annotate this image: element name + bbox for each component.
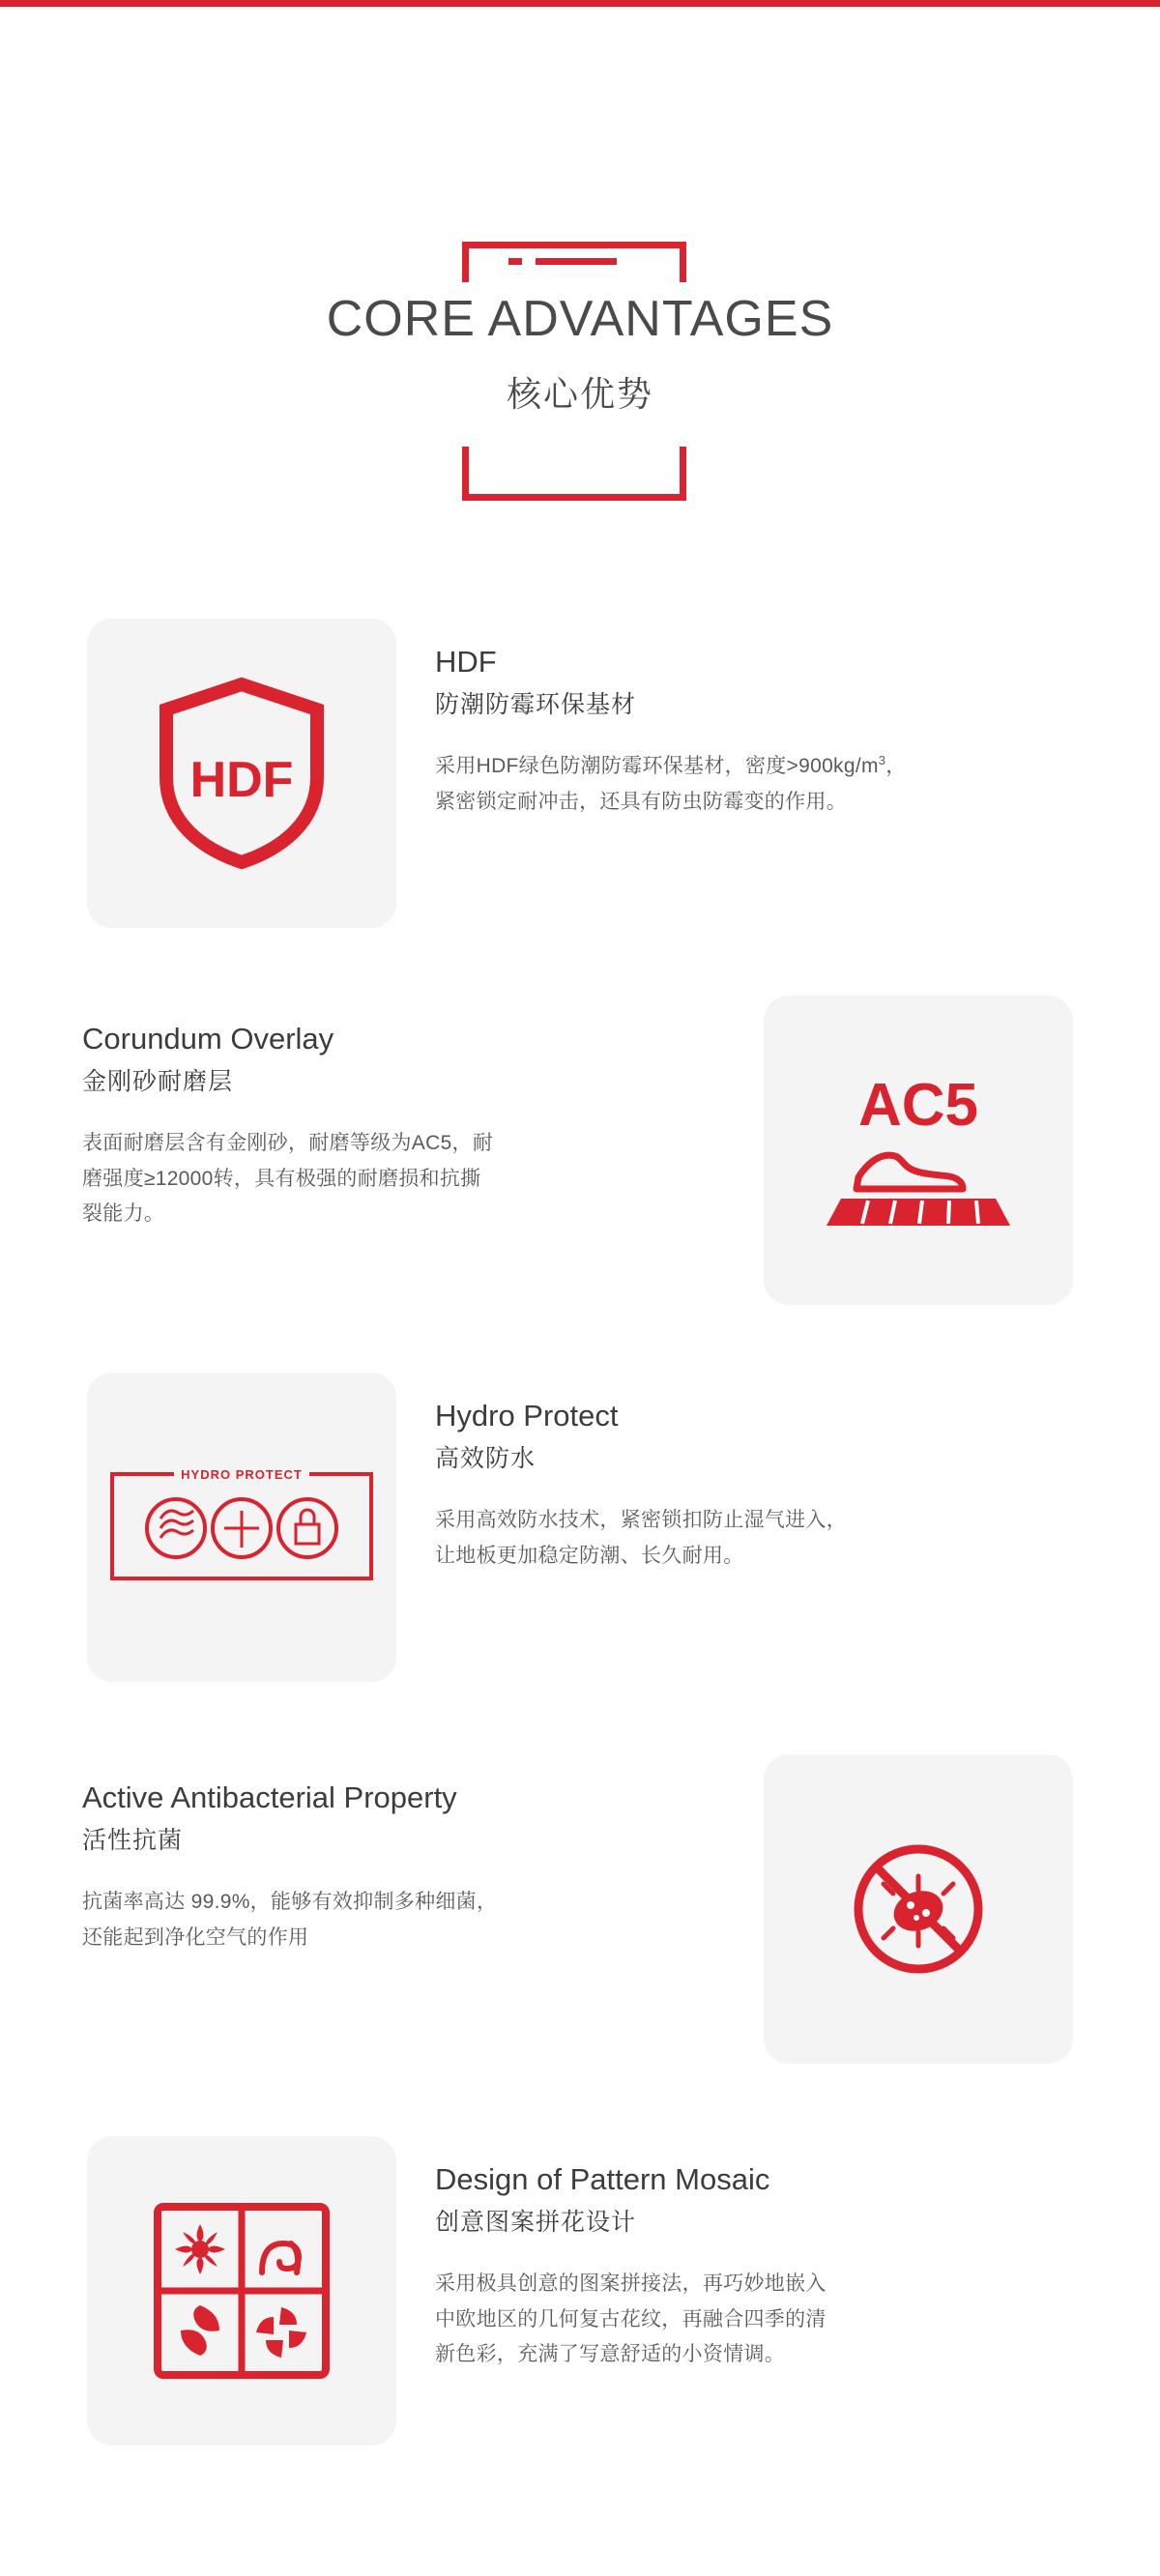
feature-icon-panel	[764, 996, 1073, 1305]
desc-superscript: 3	[878, 752, 886, 767]
desc-line-3: 裂能力。	[82, 1202, 165, 1226]
feature-text	[435, 2161, 976, 2373]
desc-line-1-tail: ，	[885, 754, 907, 777]
frame-bottom-bracket	[462, 447, 686, 501]
feature-text	[82, 1780, 624, 1955]
page-header	[0, 213, 1160, 522]
feature-description	[435, 2267, 976, 2373]
desc-line-2: 还能起到净化空气的作用	[82, 1925, 309, 1949]
feature-icon-panel	[87, 619, 396, 928]
feature-description	[82, 1126, 624, 1232]
feature-row-mosaic	[0, 2136, 1160, 2455]
feature-title-cn: 防潮防霉环保基材	[435, 690, 637, 718]
page-title-cn: 核心优势	[506, 374, 653, 414]
svg-text:HDF: HDF	[189, 752, 294, 808]
feature-text	[435, 1398, 976, 1574]
desc-line-2: 中欧地区的几何复古花纹，再融合四季的清	[435, 2307, 826, 2330]
feature-title-en: Hydro Protect	[435, 1399, 619, 1433]
svg-text:HYDRO PROTECT: HYDRO PROTECT	[181, 1467, 303, 1482]
antibacterial-icon	[764, 1754, 1073, 2064]
feature-text	[435, 644, 976, 820]
hydro-protect-icon	[87, 1373, 396, 1682]
feature-title-en: Active Antibacterial Property	[82, 1780, 457, 1814]
feature-row-hydro	[0, 1373, 1160, 1692]
desc-line-1: 采用HDF绿色防潮防霉环保基材，密度>900kg/m	[435, 754, 879, 777]
frame-dash-long	[536, 258, 617, 265]
feature-icon-panel	[87, 2136, 396, 2446]
feature-title-en: Corundum Overlay	[82, 1022, 334, 1056]
feature-title-cn: 创意图案拼花设计	[435, 2208, 637, 2236]
frame-dash-short	[508, 258, 522, 265]
feature-row-antibacterial	[0, 1754, 1160, 2073]
desc-line-2: 紧密锁定耐冲击，还具有防虫防霉变的作用。	[435, 790, 847, 813]
feature-row-hdf	[0, 619, 1160, 938]
feature-title-en: HDF	[435, 645, 497, 679]
feature-description	[435, 1503, 976, 1575]
feature-title-cn: 高效防水	[435, 1444, 536, 1472]
svg-text:AC5: AC5	[857, 1072, 979, 1139]
desc-line-1: 表面耐磨层含有金刚砂，耐磨等级为AC5，耐	[82, 1131, 494, 1154]
top-accent-bar	[0, 0, 1160, 7]
hdf-shield-icon	[87, 619, 396, 928]
pattern-mosaic-icon	[87, 2136, 396, 2446]
feature-title-en: Design of Pattern Mosaic	[435, 2162, 770, 2196]
feature-icon-panel	[764, 1754, 1073, 2064]
desc-line-2: 让地板更加稳定防潮、长久耐用。	[435, 1544, 744, 1567]
feature-title-cn: 金刚砂耐磨层	[82, 1067, 234, 1095]
desc-line-2: 磨强度≥12000转，具有极强的耐磨损和抗撕	[82, 1167, 481, 1190]
feature-description	[82, 1885, 624, 1956]
ac5-wear-layer-icon	[764, 996, 1073, 1305]
desc-line-3: 新色彩，充满了写意舒适的小资情调。	[435, 2343, 786, 2366]
feature-title-cn: 活性抗菌	[82, 1826, 184, 1854]
feature-description	[435, 749, 976, 821]
feature-row-corundum	[0, 996, 1160, 1315]
feature-icon-panel	[87, 1373, 396, 1682]
desc-line-1: 采用极具创意的图案拼接法，再巧妙地嵌入	[435, 2272, 826, 2295]
desc-line-1: 抗菌率高达 99.9%，能够有效抑制多种细菌，	[82, 1890, 498, 1913]
desc-line-1: 采用高效防水技术，紧密锁扣防止湿气进入，	[435, 1508, 847, 1531]
feature-text	[82, 1021, 624, 1232]
page-title-en: CORE ADVANTAGES	[326, 291, 834, 347]
